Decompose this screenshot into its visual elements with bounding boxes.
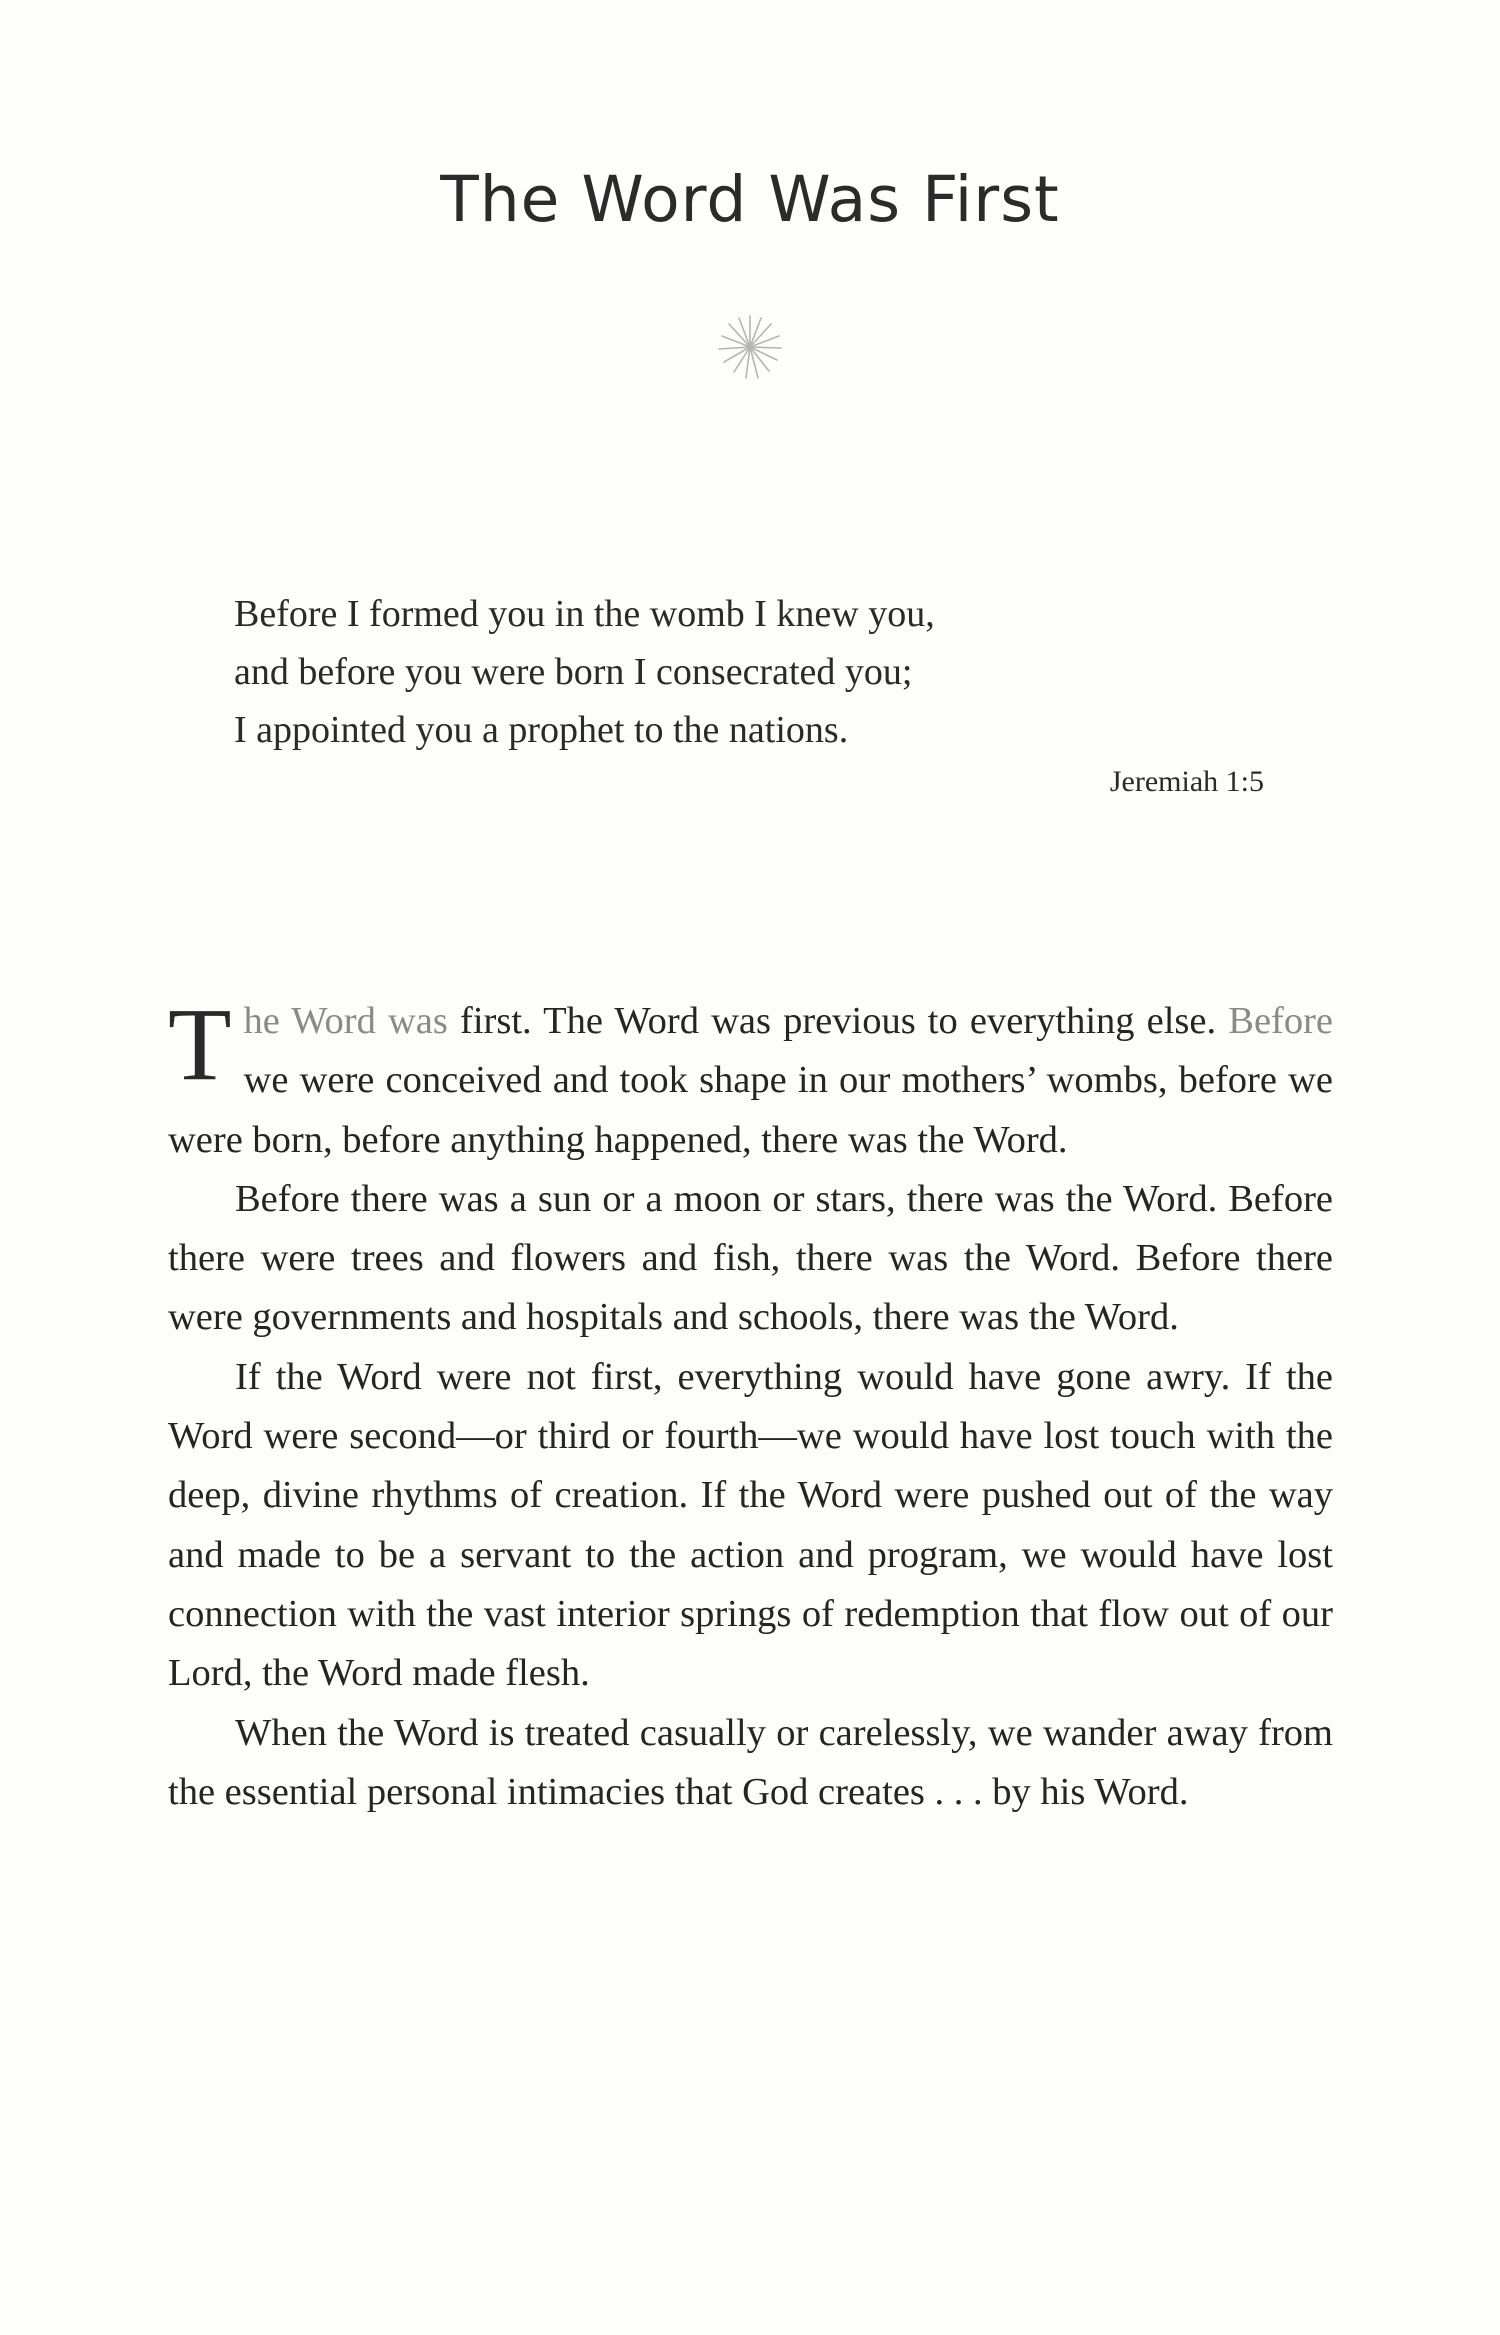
epigraph-citation: Jeremiah 1:5 <box>1109 765 1264 798</box>
epigraph-line: I appointed you a prophet to the nations. <box>234 709 849 751</box>
chapter-title: The Word Was First <box>440 163 1060 236</box>
paragraph-1 <box>168 987 1334 1170</box>
paragraph-4: When the Word is treated casually or carelessly, we wander away from the essential personal intimacies that God creates . . . by his Word. <box>168 1711 1333 1813</box>
epigraph-line: and before you were born I consecrated you; <box>234 651 913 693</box>
body-text <box>168 987 1334 1822</box>
faded-text: he Word was <box>243 1000 448 1042</box>
epigraph-line: Before I formed you in the womb I knew you, <box>234 593 935 635</box>
paragraph-text: first. The Word was previous to everything else. <box>447 1000 1229 1042</box>
paragraph-3: If the Word were not first, everything would have gone awry. If the Word were second—or third or fourth—we would have lost touch with the deep, divine rhythms of creation. If the Word were pushed out of the way and made to be a servant to the action and program, we would have lost connection with the vast interior springs of redemption that flow out of our Lord, the Word made flesh. <box>168 1355 1333 1695</box>
faded-text: Before <box>1228 1000 1334 1042</box>
drop-cap: T <box>168 987 232 1102</box>
paragraph-2: Before there was a sun or a moon or stars, there was the Word. Before there were trees and flowers and fish, there was the Word. Before there were governments and hospitals and schools, there was the Word. <box>168 1177 1333 1339</box>
epigraph <box>234 585 1264 798</box>
paragraph-text: we were conceived and took shape in our mothers’ wombs, before we were born, before anything happened, there was the Word. <box>168 1059 1333 1161</box>
starburst-ornament-icon <box>715 312 785 382</box>
